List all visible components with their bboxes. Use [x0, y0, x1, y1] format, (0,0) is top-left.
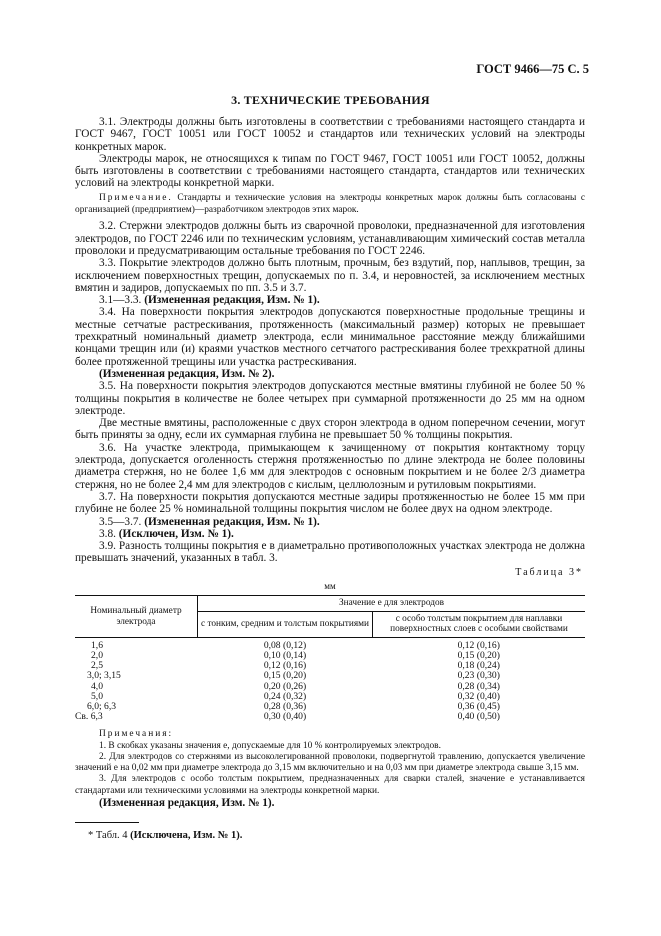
paragraph-3-6-part-2: диаметра стержня, но не более 2,4 мм для электродов с кислым, целлюлозным и рутиловым покрытиями. — [75, 466, 585, 491]
table-row — [75, 671, 585, 681]
revision-note-2: (Измененная редакция, Изм. № 2). — [99, 367, 275, 380]
notes-label — [75, 728, 585, 740]
paragraph-3-5: 3.5. На поверхности покрытия электродов допускаются местные вмятины глубиной не более 50 % толщины покрытия в количестве не более четырех при суммарной протяженности до 25 мм на одном электроде. — [75, 380, 585, 417]
revision-text: (Измененная редакция, Изм. № 1). — [144, 515, 320, 528]
diameter-cell: 5,0 — [91, 690, 103, 702]
value-regular-cell: 0,24 (0,32) — [263, 690, 307, 702]
page-header: ГОСТ 9466—75 С. 5 — [476, 62, 589, 76]
note-item-1: 1. В скобках указаны значения е, допускаемые для 10 % контролируемых электродов. — [99, 740, 441, 751]
value-regular-cell: 0,12 (0,16) — [263, 660, 307, 672]
revision-prefix: 3.5—3.7. — [99, 515, 142, 528]
table-row — [75, 651, 585, 661]
notes-label-text: Примечания: — [99, 729, 174, 740]
revision-note-1 — [75, 294, 585, 306]
paragraph-3-1: 3.1. Электроды должны быть изготовлены в соответствии с требованиями настоящего стандарта и ГОСТ 9467, ГОСТ 10051 или ГОСТ 10052 и стандартов или технических условий на электроды конкретных марок. — [75, 116, 585, 153]
column-header-extra-thick: с особо толстым покрытием для наплавки поверхностных слоев с особыми свойствами — [373, 611, 586, 637]
diameter-cell: 3,0; 3,15 — [87, 670, 121, 682]
paragraph-3-2: 3.2. Стержни электродов должны быть из сварочной проволоки, предназначенной для изготовления электродов, по ГОСТ 2246 или по техническим условиям, устанавливающим химический состав металла проволоки и предусматривающим остальные требования по ГОСТ 2246. — [75, 220, 585, 257]
diameter-cell: 2,5 — [91, 660, 103, 672]
value-extra-thick-cell: 0,18 (0,24) — [457, 660, 500, 672]
note-1-label: Примечание. — [99, 192, 173, 203]
paragraph-3-5-b: Две местные вмятины, расположенные с двух сторон электрода в одном поперечном сечении, могут быть приняты за одну, если их суммарная глубина не превышает 50 % толщины покрытия. — [75, 417, 585, 442]
table-row — [75, 712, 585, 722]
paragraph-3-8 — [75, 528, 585, 540]
footnote-divider — [75, 822, 139, 823]
table-row — [75, 661, 585, 671]
table-unit: мм — [324, 580, 336, 591]
section-title: 3. ТЕХНИЧЕСКИЕ ТРЕБОВАНИЯ — [231, 93, 430, 107]
paragraph-3-6 — [75, 442, 585, 491]
coating-thickness-table — [75, 595, 585, 722]
paragraph-3-7: 3.7. На поверхности покрытия допускаются местные задиры протяженностью не более 15 мм при глубине не более 25 % номинальной толщины покрытия числом не более двух на одном электроде. — [75, 490, 585, 516]
table-row — [75, 692, 585, 702]
paragraph-3-6-part-1: 3.6. На участке электрода, примыкающем к зачищенному от покрытия контактному торцу электрода, допускается оголенность стержня протяженностью по длине электрода не более половины диаметра стержня, но не более 1,6 мм для электродов с основным покрытием и не более — [75, 441, 585, 479]
paragraph-3-4: 3.4. На поверхности покрытия электродов допускаются поверхностные продольные трещины и местные сетчатые растрескивания, протяженность (максимальный размер) которых не превышает трехкратный номинальный диаметр электрода, если минимальное расстояние между ближайшими концами трещин или (и) краями участков местного сетчатого растрескивания более трехкратной длины более протяженной трещины или участка растрескивания. — [75, 306, 585, 368]
paragraph-3-8-text: (Исключен, Изм. № 1). — [118, 527, 234, 540]
table-body — [75, 637, 585, 722]
value-regular-cell: 0,20 (0,26) — [263, 680, 307, 692]
diameter-cell: 2,0 — [91, 649, 103, 661]
value-extra-thick-cell: 0,23 (0,30) — [457, 670, 500, 682]
fraction: 2/3 — [521, 466, 537, 479]
value-regular-cell: 0,28 (0,36) — [263, 701, 307, 712]
paragraph-3-8-prefix: 3.8. — [99, 527, 116, 540]
value-extra-thick-cell: 0,12 (0,16) — [457, 639, 500, 651]
value-regular-cell: 0,15 (0,20) — [263, 670, 307, 682]
revision-text: (Измененная редакция, Изм. № 1). — [144, 294, 320, 307]
note-item-3: 3. Для электродов с особо толстым покрытием, предназначенных для сварки сталей, значение е устанавливается стандартами или техническими условиями на электроды конкретной марки. — [75, 774, 585, 796]
footnote — [88, 830, 242, 841]
column-group-header: Значение е для электродов — [198, 596, 586, 612]
body-text — [75, 116, 585, 809]
column-header-diameter: Номинальный диаметр электрода — [75, 596, 198, 638]
diameter-cell: 6,0; 6,3 — [87, 701, 117, 712]
revision-note-4: (Измененная редакция, Изм. № 1). — [99, 796, 275, 809]
value-extra-thick-cell: 0,32 (0,40) — [457, 690, 500, 702]
paragraph-3-9: 3.9. Разность толщины покрытия е в диаметрально противоположных участках электрода не должна превышать значений, указанных в табл. 3. — [75, 540, 585, 565]
paragraph-3-1-b: Электроды марок, не относящихся к типам по ГОСТ 9467, ГОСТ 10051 или ГОСТ 10052, должны быть изготовлены в соответствии с требованиями настоящего стандарта, стандартов или технических условий на электроды конкретной марки. — [75, 152, 585, 190]
value-extra-thick-cell: 0,15 (0,20) — [457, 649, 500, 661]
diameter-cell: Св. 6,3 — [75, 711, 103, 723]
value-extra-thick-cell: 0,28 (0,34) — [457, 680, 500, 692]
footnote-prefix: * Табл. 4 — [88, 830, 128, 841]
diameter-cell: 4,0 — [91, 680, 103, 692]
table-row — [75, 682, 585, 692]
paragraph-3-3: 3.3. Покрытие электродов должно быть плотным, прочным, без вздутий, пор, наплывов, трещин, за исключением поверхностных трещин, допускаемых по п. 3.4, и неровностей, за исключением местных вмятин и задиров, допускаемых по пп. 3.5 и 3.7. — [75, 257, 585, 294]
note-1-text: Стандарты и технические условия на электроды конкретных марок должны быть согласованы с организацией (предприятием)—разработчиком электродов этих марок. — [75, 192, 585, 216]
value-regular-cell: 0,30 (0,40) — [263, 711, 307, 723]
value-extra-thick-cell: 0,36 (0,45) — [457, 701, 500, 712]
table-row — [75, 637, 585, 651]
diameter-cell: 1,6 — [91, 639, 103, 651]
value-regular-cell: 0,10 (0,14) — [263, 649, 307, 661]
table-row — [75, 702, 585, 712]
note-1 — [75, 192, 585, 217]
footnote-text: (Исключена, Изм. № 1). — [130, 830, 243, 841]
value-extra-thick-cell: 0,40 (0,50) — [457, 711, 500, 723]
value-regular-cell: 0,08 (0,12) — [263, 639, 307, 651]
table-caption: Таблица 3* — [515, 566, 583, 578]
column-header-regular: с тонким, средним и толстым покрытиями — [198, 611, 373, 637]
revision-note-3 — [75, 516, 585, 528]
note-item-2: 2. Для электродов со стержнями из высоколегированной проволоки, подвергнутой травлению, допускается увеличение значений е на 0,02 мм при диаметре электрода до 3,15 мм включительно и на 0,03 мм при диаметре электрода свыше 3,15 мм. — [75, 751, 585, 774]
revision-prefix: 3.1—3.3. — [99, 294, 142, 307]
